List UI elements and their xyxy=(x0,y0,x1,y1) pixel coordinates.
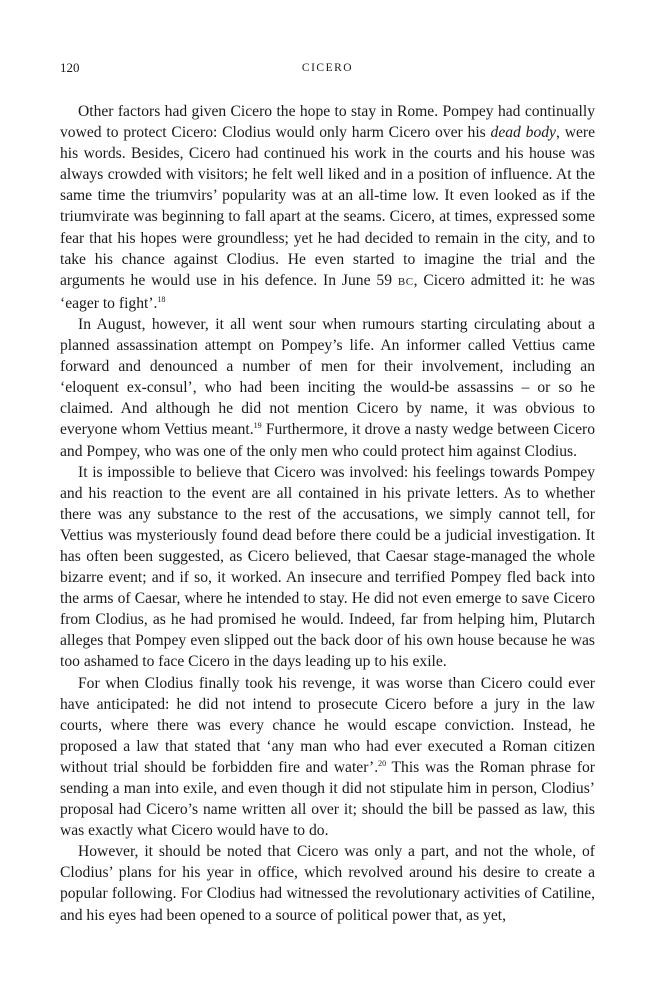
paragraph-3-text-1: It is impossible to believe that Cicero was involved: his feelings towards Pompey and his reaction to the event are all contained in his private letters. As to whether there was any substance to the rest of the accusations, we simply cannot tell, for Vettius was mysteriously found dead before there could be a judicial investigation. It has often been suggested, as Cicero believed, that Caesar stage-managed the whole bizarre event; and if so, it worked. An insecure and terrified Pompey fled back into the arms of Caesar, where he intended to stay. He did not even emerge to save Cicero from Clodius, as he had promised he would. Indeed, far from helping him, Plutarch alleges that Pompey even slipped out the back door of his own house because he was too ashamed to face Cicero in the days leading up to his exile. xyxy=(60,463,595,671)
paragraph-1-text-3: , Cicero admitted it: he was ‘eager to fight’. xyxy=(60,271,595,312)
paragraph-2-text-1: In August, however, it all went sour when rumours starting circulating about a planned assassination attempt on Pompey’s life. An informer called Vettius came forward and denounced a number of men for their involvement, including an ‘eloquent ex-consul’, who had been inciting the would-be assassins – or so he claimed. And although he did not mention Cicero by name, it was obvious to everyone whom Vettius meant. xyxy=(60,315,595,439)
paragraph-5-text-1: However, it should be noted that Cicero was only a part, and not the whole, of Clodius’ plans for his year in office, which revolved around his desire to create a popular following. For Clodius had witnessed the revolutionary activities of Catiline, and his eyes had been opened to a source of political power that, as yet, xyxy=(60,843,595,924)
footnote-ref-18: 18 xyxy=(157,294,166,304)
paragraph-1-text-1: Other factors had given Cicero the hope to stay in Rome. Pompey had continually vowed to protect Cicero: Clodius would only harm Cicero over his xyxy=(60,103,595,142)
paragraph-1 xyxy=(60,101,595,314)
page-number: 120 xyxy=(60,60,80,75)
paragraph-5 xyxy=(60,841,595,925)
body-text xyxy=(60,101,595,926)
running-title: CICERO xyxy=(301,62,354,74)
footnote-ref-19: 19 xyxy=(253,421,262,431)
paragraph-1-text-2: , were his words. Besides, Cicero had continued his work in the courts and his house was always crowded with visitors; he felt well liked and in a position of influence. At the same time the triumvirs’ popularity was at an all-time low. It even looked as if the triumvirate was beginning to fall apart at the seams. Cicero, at times, expressed some fear that his hopes were groundless; yet he had decided to remain in the city, and to take his chance against Clodius. He even started to imagine the trial and the arguments he would use in his defence. In June 59 xyxy=(60,124,595,289)
paragraph-3 xyxy=(60,462,595,673)
footnote-ref-20: 20 xyxy=(378,758,387,768)
era-abbreviation: BC xyxy=(397,275,414,288)
running-head xyxy=(60,58,595,78)
emphasis-dead-body: dead body xyxy=(490,124,556,142)
paragraph-2-text-2: Furthermore, it drove a nasty wedge between Cicero and Pompey, who was one of the only men who could protect him against Clodius. xyxy=(60,421,596,460)
paragraph-4-text-1: For when Clodius finally took his revenge, it was worse than Cicero could ever have anticipated: he did not intend to prosecute Cicero before a jury in the law courts, where there was every chance he would escape conviction. Instead, he proposed a law that stated that ‘any man who had ever executed a Roman citizen without trial should be forbidden fire and water’. xyxy=(60,674,595,776)
paragraph-4-text-2: This was the Roman phrase for sending a man into exile, and even though it did not stipulate him in person, Clodius’ proposal had Cicero’s name written all over it; should the bill be passed as law, this was exactly what Cicero would have to do. xyxy=(60,758,595,840)
paragraph-4 xyxy=(60,673,595,842)
paragraph-2 xyxy=(60,314,595,462)
